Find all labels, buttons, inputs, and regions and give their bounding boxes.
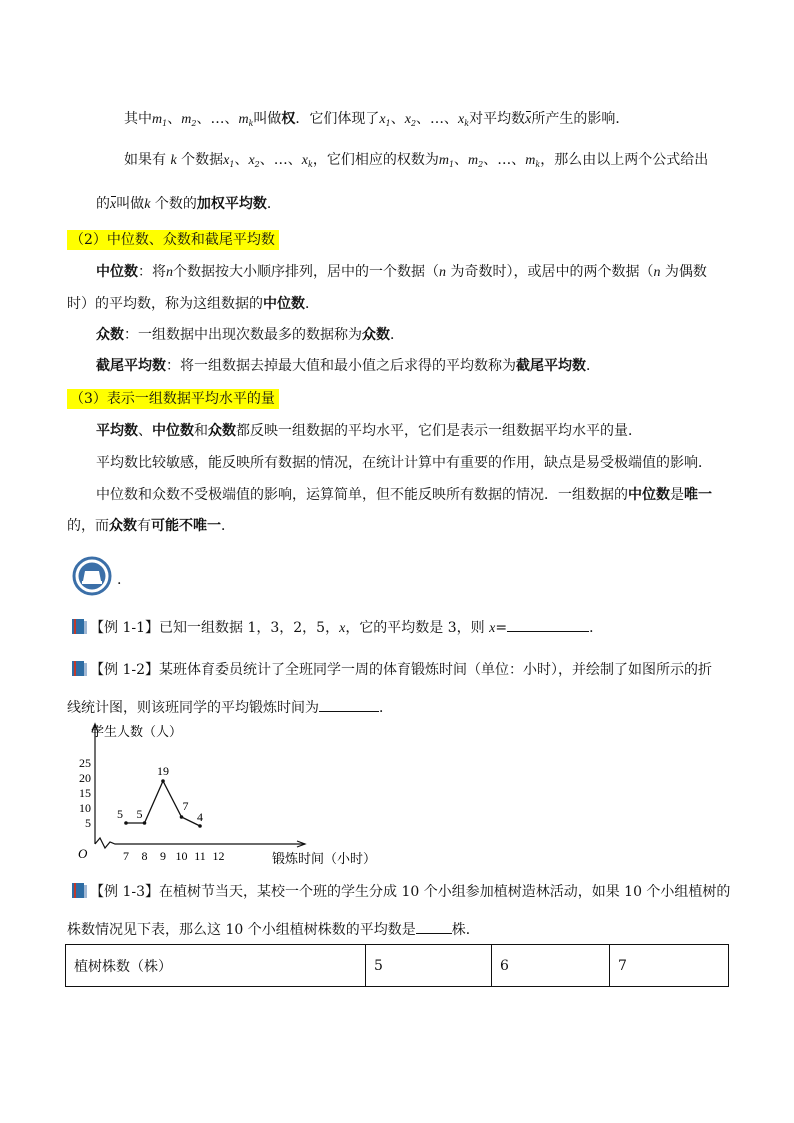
weighted-mean-definition: 的x叫做k 个数的加权平均数． (96, 194, 281, 215)
section-heading-2: （2）中位数、众数和截尾平均数 (67, 230, 279, 250)
mode-definition: 众数：一组数据中出现次数最多的数据称为众数． (96, 327, 404, 343)
y-tick-label: 25 (79, 756, 91, 770)
data-label: 4 (197, 810, 203, 824)
table-cell: 7 (610, 945, 729, 987)
y-tick-label: 15 (79, 786, 91, 800)
data-label: 7 (182, 799, 189, 813)
y-tick-label: 10 (79, 801, 91, 815)
data-point (198, 824, 202, 828)
data-point (143, 821, 147, 825)
data-label: 19 (157, 764, 169, 778)
x-bar-symbol: x (110, 195, 116, 215)
x-tick-label: 9 (160, 849, 166, 863)
table-cell: 5 (366, 945, 492, 987)
answer-blank[interactable] (507, 617, 589, 632)
data-label: 5 (117, 807, 123, 821)
trimmed-mean-definition: 截尾平均数：将一组数据去掉最大值和最小值之后求得的平均数称为截尾平均数． (96, 358, 600, 374)
section-heading-3: （3）表示一组数据平均水平的量 (67, 389, 279, 409)
data-point (161, 779, 165, 783)
data-point (124, 821, 128, 825)
table-row (66, 945, 729, 987)
book-icon (71, 618, 88, 635)
weights-line: 其中$m_1$、$m_2$、…、$m_k$叫做权．它们体现了$x_1$、$x_2$、…、$x_k$对平均数x所产生的影响． (124, 111, 630, 128)
median-definition-line2: 时）的平均数，称为这组数据的中位数． (67, 296, 319, 312)
averages-line3: 中位数和众数不受极端值的影响，运算简单，但不能反映所有数据的情况．一组数据的中位数是唯一 (96, 487, 712, 503)
exercise-time-line-chart (60, 718, 390, 870)
example-1-3-line2: 株数情况见下表，那么这 10 个小组植树株数的平均数是 株． (67, 919, 480, 940)
x-tick-label: 7 (123, 849, 129, 863)
practice-icon (72, 556, 112, 596)
averages-line4: 的，而众数有可能不唯一． (67, 518, 235, 534)
y-axis-label: 学生人数（人） (91, 725, 183, 740)
median-definition-line1: 中位数：将n个数据按大小顺序排列，居中的一个数据（n 为奇数时），或居中的两个数据（n 为偶数 (96, 264, 707, 280)
x-tick-label: 8 (141, 849, 148, 863)
origin-label: O (78, 846, 88, 861)
y-tick-label: 20 (79, 771, 91, 785)
y-tick-label: 5 (85, 816, 91, 830)
example-1-1: 【例 1-1】已知一组数据 1，3，2，5，x，它的平均数是 3，则 x= ． (71, 617, 603, 639)
example-1-2-line1: 【例 1-2】某班体育委员统计了全班同学一周的体育锻炼时间（单位：小时），并绘制了如图所示的折 (71, 660, 712, 680)
table-header-cell: 植树株数（株） (66, 945, 366, 987)
icon-caption: . (117, 572, 122, 588)
x-tick-label: 12 (212, 849, 225, 863)
x-axis (95, 838, 305, 848)
tree-planting-table (65, 944, 729, 987)
book-icon (71, 882, 88, 899)
data-label: 5 (136, 807, 143, 821)
data-point (180, 815, 184, 819)
example-1-2-line2: 线统计图，则该班同学的平均锻炼时间为 ． (67, 697, 393, 718)
answer-blank[interactable] (319, 697, 379, 712)
averages-line1: 平均数、中位数和众数都反映一组数据的平均水平，它们是表示一组数据平均水平的量． (96, 423, 642, 439)
x-bar-symbol: x (525, 110, 531, 130)
averages-line2: 平均数比较敏感，能反映所有数据的情况，在统计计算中有重要的作用，缺点是易受极端值的影响． (96, 455, 712, 471)
if-weights-line: 如果有 k 个数据$x_1$、$x_2$、…、$x_k$，它们相应的权数为$m_1$、$m_2$、…、$m_k$，那么由以上两个公式给出 (124, 152, 709, 169)
table-cell: 6 (492, 945, 610, 987)
x-tick-label: 11 (194, 849, 206, 863)
x-axis-label: 锻炼时间（小时） (272, 852, 377, 867)
x-tick-label: 10 (175, 849, 188, 863)
example-1-3-line1: 【例 1-3】在植树节当天，某校一个班的学生分成 10 个小组参加植树造林活动，如果 10 个小组植树的 (71, 882, 730, 902)
book-icon (71, 660, 88, 677)
answer-blank[interactable] (416, 919, 452, 934)
